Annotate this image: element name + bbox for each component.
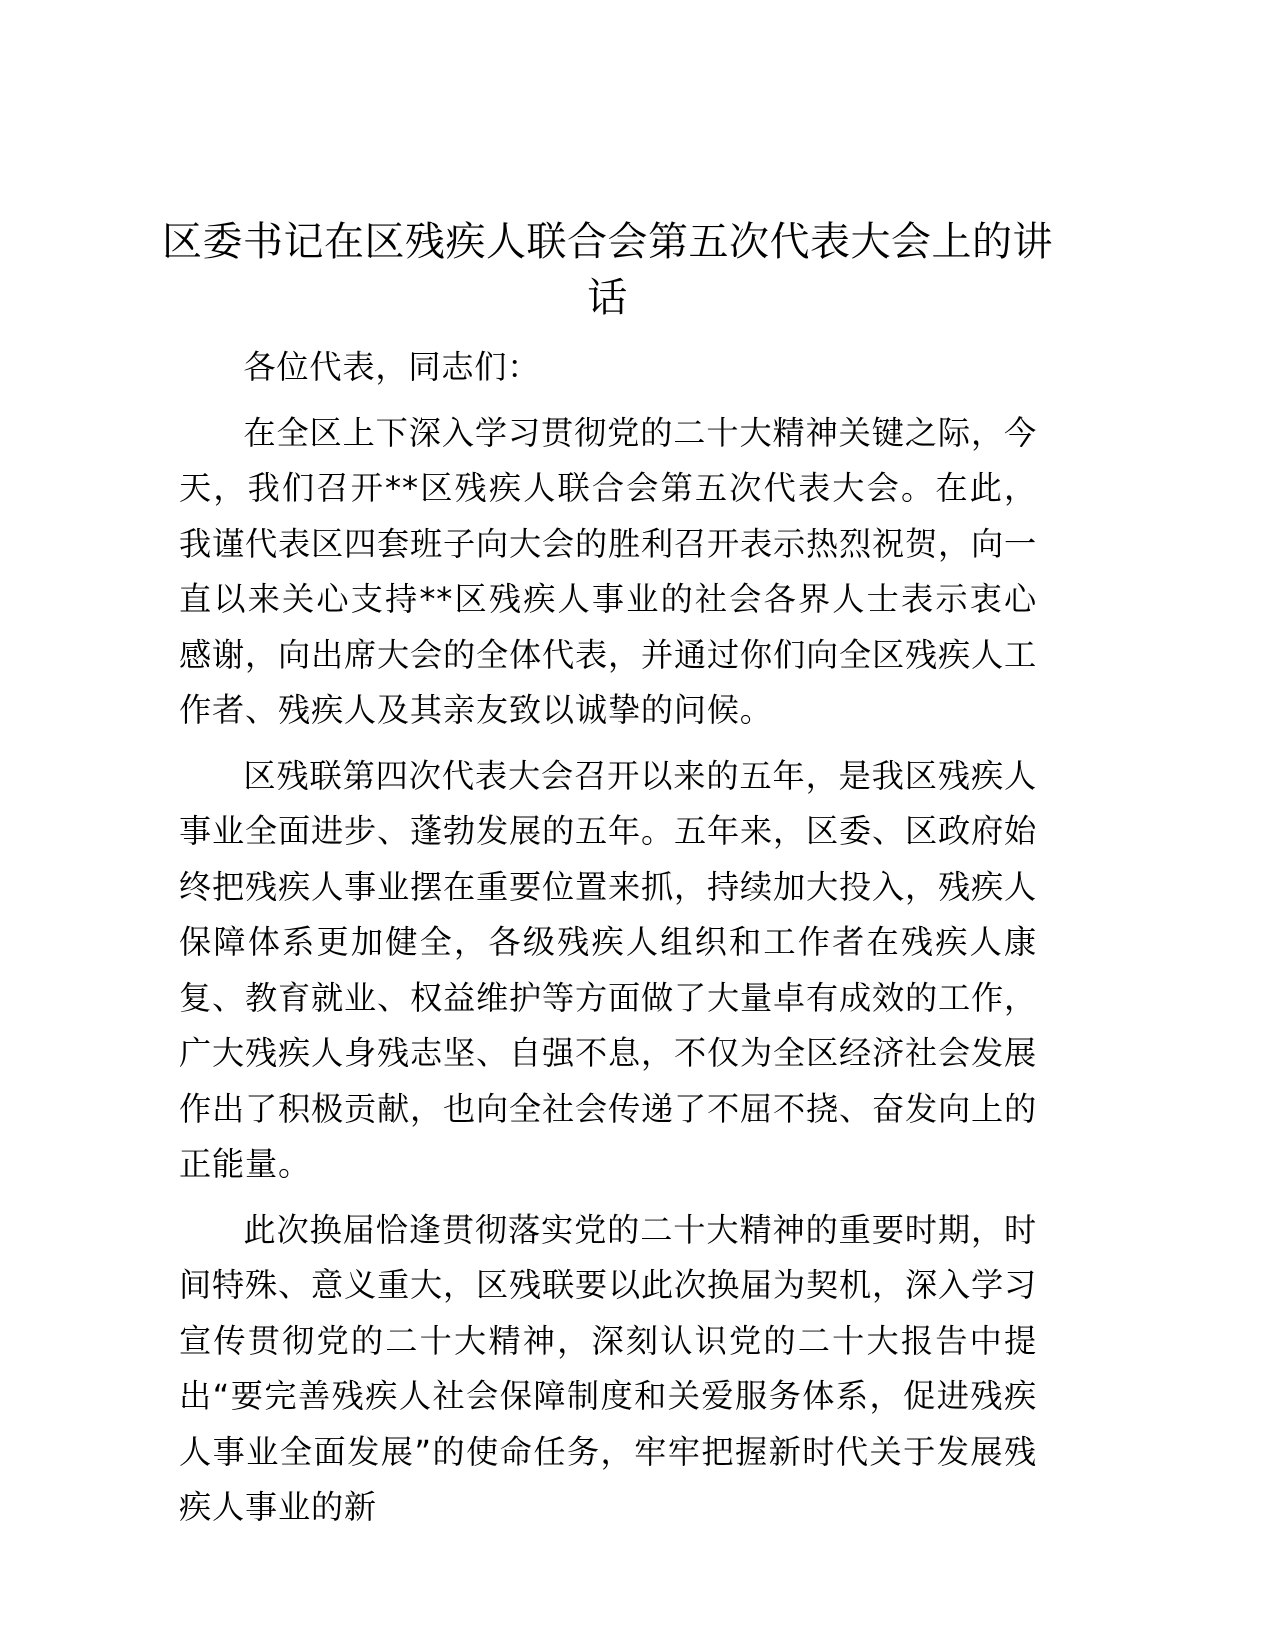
document-title: 区委书记在区残疾人联合会第五次代表大会上的讲话 (162, 219, 1053, 321)
review-paragraph: 区残联第四次代表大会召开以来的五年，是我区残疾人事业全面进步、蓬勃发展的五年。五年来，区委、区政府始终把残疾人事业摆在重要位置来抓，持续加大投入，残疾人保障体系更加健全，各级残疾人组织和工作者在残疾人康复、教育就业、权益维护等方面做了大量卓有成效的工作，广大残疾人身残志坚、自强不息，不仅为全区经济社会发展作出了积极贡献，也向全社会传递了不屈不挠、奋发向上的正能量。 (179, 756, 1037, 1183)
opening-paragraph: 在全区上下深入学习贯彻党的二十大精神关键之际，今天，我们召开**区残疾人联合会第五次代表大会。在此，我谨代表区四套班子向大会的胜利召开表示热烈祝贺，向一直以来关心支持**区残疾人事业的社会各界人士表示衷心感谢，向出席大会的全体代表，并通过你们向全区残疾人工作者、残疾人及其亲友致以诚挚的问候。 (179, 413, 1037, 729)
salutation-paragraph: 各位代表，同志们： (243, 348, 541, 386)
mission-paragraph: 此次换届恰逢贯彻落实党的二十大精神的重要时期，时间特殊、意义重大，区残联要以此次换届为契机，深入学习宣传贯彻党的二十大精神，深刻认识党的二十大报告中提出“要完善残疾人社会保障制度和关爱服务体系，促进残疾人事业全面发展”的使命任务，牢牢把握新时代关于发展残疾人事业的新 (179, 1210, 1037, 1526)
document-body (179, 340, 1037, 1536)
